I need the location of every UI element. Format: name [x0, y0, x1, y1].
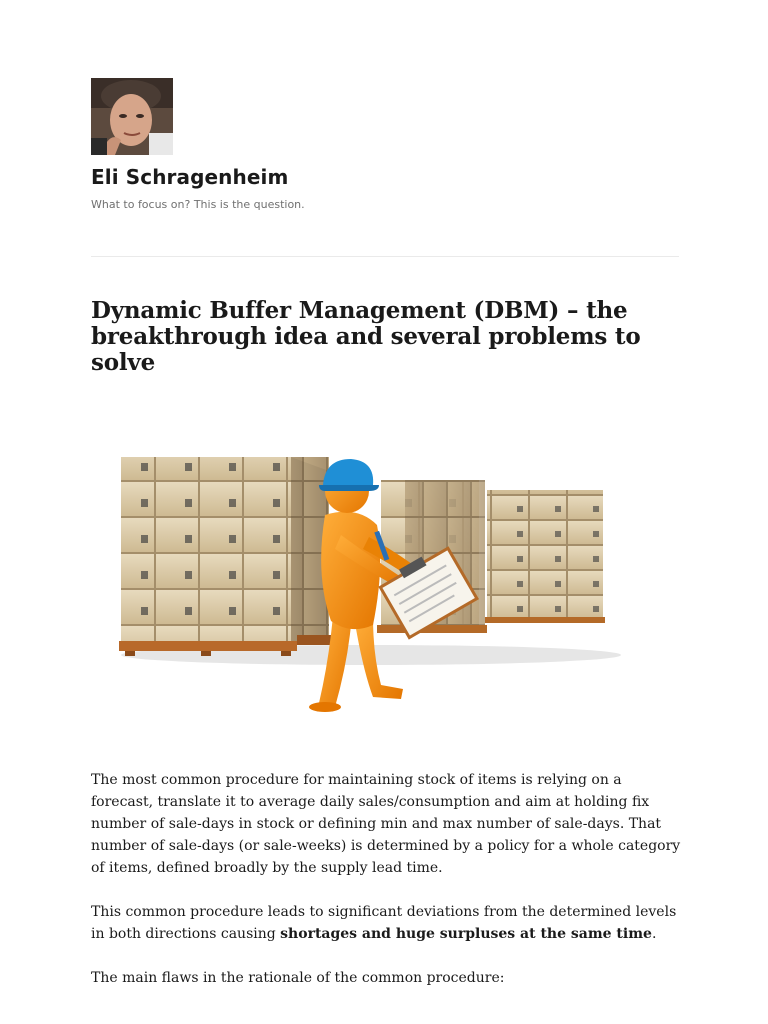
header-divider: [91, 256, 679, 257]
featured-image: [111, 445, 637, 720]
post-content: [91, 769, 681, 1011]
paragraph-2-bold: shortages and huge surpluses at the same time: [280, 926, 652, 942]
paragraph-1: The most common procedure for maintaining stock of items is relying on a forecast, translate it to average daily sales/consumption and aim at holding fix number of sale-days in stock or defining min and max number of sale-days. That number of sale-days (or sale-weeks) is determined by a policy for a whole category of items, defined broadly by the supply lead time.: [91, 772, 681, 876]
post-title[interactable]: Dynamic Buffer Management (DBM) – the breakthrough idea and several problems to solve: [91, 297, 641, 376]
paragraph-2: [91, 901, 681, 945]
author-avatar[interactable]: [91, 78, 173, 155]
paragraph-2-end: .: [651, 926, 657, 942]
site-title[interactable]: Eli Schragenheim: [91, 165, 289, 189]
site-description: What to focus on? This is the question.: [91, 198, 305, 211]
paragraph-2-text: This common procedure leads to significant deviations from the determined levels in both directions causing: [91, 904, 677, 942]
warehouse-worker-illustration-icon: [111, 445, 637, 720]
paragraph-3: The main flaws in the rationale of the common procedure:: [91, 970, 505, 986]
avatar-photo-icon: [91, 78, 173, 155]
